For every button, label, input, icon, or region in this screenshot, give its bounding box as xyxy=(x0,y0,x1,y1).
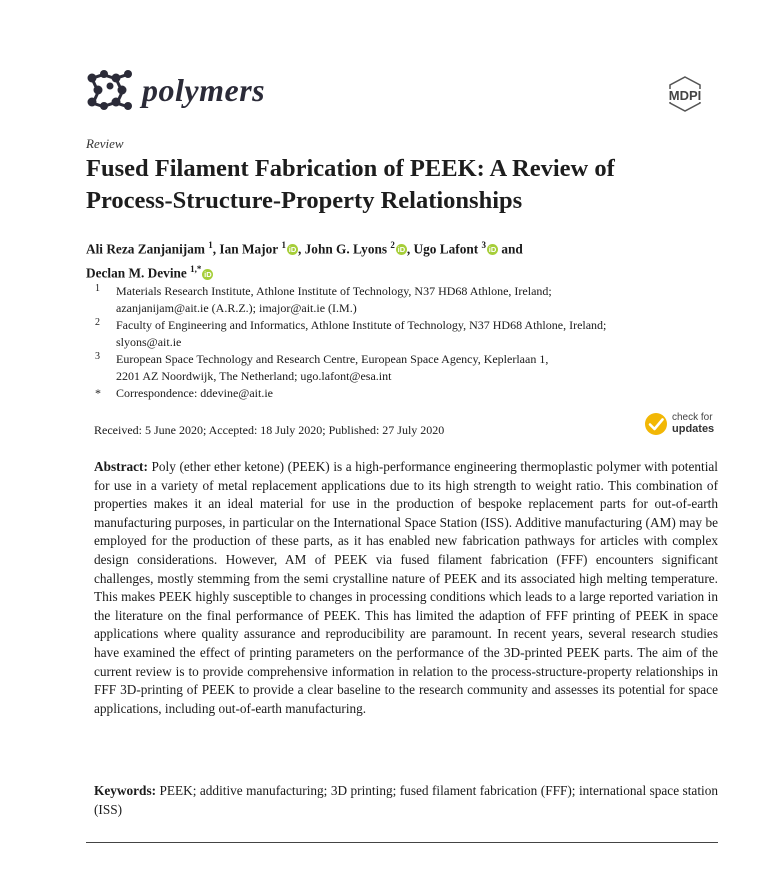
title-line-2: Process-Structure-Property Relationships xyxy=(86,187,523,214)
affiliation-line: slyons@ait.ie xyxy=(116,335,182,349)
abstract-label: Abstract: xyxy=(94,459,148,474)
check-for-updates-badge[interactable] xyxy=(644,410,724,440)
orcid-icon[interactable]: iD xyxy=(397,245,406,255)
orcid-icon[interactable]: iD xyxy=(204,269,212,279)
publication-dates: Received: 5 June 2020; Accepted: 18 July 2020; Published: 27 July 2020 xyxy=(94,423,445,437)
affiliation-mark: 2 xyxy=(95,317,100,328)
affiliation-item xyxy=(116,317,716,351)
mdpi-logo-text: MDPI xyxy=(668,88,702,103)
author-affiliation-sup: 2 xyxy=(390,240,395,250)
keywords xyxy=(94,782,718,819)
check-updates-label: check for xyxy=(672,412,713,423)
affiliation-line: Correspondence: ddevine@ait.ie xyxy=(116,386,273,400)
section-divider xyxy=(86,842,718,843)
orcid-icon[interactable]: iD xyxy=(288,245,297,255)
abstract-text: Poly (ether ether ketone) (PEEK) is a high-performance engineering thermoplastic polymer with potential for use in a variety of metal replacement applications due to its high strength to weight ratio. This combination of properties makes it an ideal material for use in the production of bespoke replacement parts for out-of-earth manufacturing purposes, in particular on the International Space Station (ISS). Additive manufacturing (AM) may be employed for the production of these parts, as it has enabled new fabrication pathways for articles with complex design considerations. However, AM of PEEK via fused filament fabrication (FFF) encounters significant challenges, mostly stemming from the semi crystalline nature of PEEK and its associated high melting temperature. This makes PEEK highly susceptible to changes in processing conditions which leads to a large reported variation in the literature on the final performance of PEEK. This has limited the adaption of FFF printing of PEEK in space applications where quality assurance and reproducibility are paramount. In recent years, several research studies have examined the effect of printing parameters on the performance of the 3D-printed PEEK parts. The aim of the current review is to provide comprehensive information in relation to the process-structure-property relationships in FFF 3D-printing of PEEK to provide a clear baseline to the research community and assesses its potential for space applications, including out-of-earth manufacturing. xyxy=(94,459,718,716)
journal-logo-icon xyxy=(86,70,134,110)
keywords-label: Keywords: xyxy=(94,783,157,798)
affiliation-line: azanjanijam@ait.ie (A.R.Z.); imajor@ait.ie (I.M.) xyxy=(116,301,357,315)
author-separator: , xyxy=(297,241,305,257)
check-updates-icon xyxy=(644,412,668,436)
author-separator: , xyxy=(406,241,414,257)
orcid-icon[interactable]: iD xyxy=(488,245,497,255)
author-separator: and xyxy=(498,241,523,257)
journal-name: polymers xyxy=(142,72,266,108)
correspondence xyxy=(116,385,716,402)
abstract xyxy=(94,458,718,718)
affiliation-item xyxy=(116,351,716,385)
author-name[interactable]: John G. Lyons xyxy=(304,241,388,257)
keywords-text: PEEK; additive manufacturing; 3D printing; fused filament fabrication (FFF); international space station (ISS) xyxy=(94,783,719,817)
author-affiliation-sup: 1 xyxy=(208,240,213,250)
author-separator: , xyxy=(212,241,220,257)
affiliation-mark: 3 xyxy=(95,351,100,362)
title-line-1: Fused Filament Fabrication of PEEK: A Review of xyxy=(86,155,615,182)
author-name[interactable]: Ali Reza Zanjanijam xyxy=(86,241,205,257)
mdpi-logo-icon xyxy=(654,76,716,114)
article-type: Review xyxy=(86,136,124,151)
affiliation-mark: * xyxy=(95,386,101,400)
author-affiliation-sup: 1,* xyxy=(190,264,202,275)
affiliation-line: Faculty of Engineering and Informatics, Athlone Institute of Technology, N37 HD68 Athlone, Ireland; xyxy=(116,318,607,332)
affiliation-line: 2201 AZ Noordwijk, The Netherland; ugo.lafont@esa.int xyxy=(116,369,392,383)
affiliation-item xyxy=(116,283,716,317)
author-affiliation-sup: 3 xyxy=(481,240,486,250)
author-name[interactable]: Ian Major xyxy=(219,241,279,257)
author-name[interactable]: Ugo Lafont xyxy=(413,241,479,257)
article-title xyxy=(86,153,726,217)
author-affiliation-sup: 1 xyxy=(281,240,286,250)
author-name[interactable]: Declan M. Devine xyxy=(86,265,187,281)
check-updates-label-strong: updates xyxy=(672,423,715,435)
affiliation-line: Materials Research Institute, Athlone Institute of Technology, N37 HD68 Athlone, Ireland; xyxy=(116,284,552,298)
affiliation-mark: 1 xyxy=(95,283,100,294)
affiliation-line: European Space Technology and Research Centre, European Space Agency, Keplerlaan 1, xyxy=(116,352,549,366)
author-list xyxy=(86,235,706,284)
